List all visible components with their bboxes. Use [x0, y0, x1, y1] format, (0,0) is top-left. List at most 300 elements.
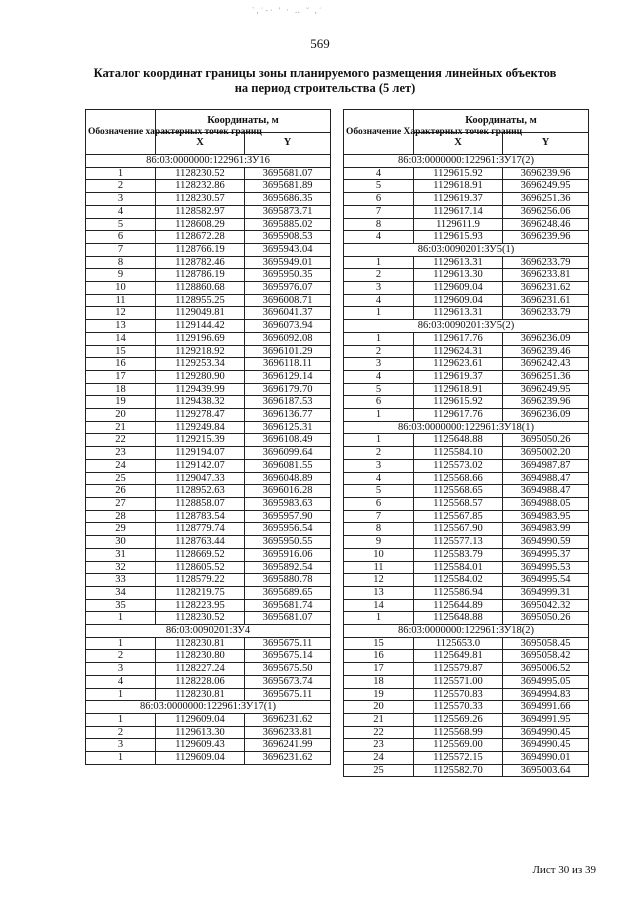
y-coordinate-cell: 3696101.29: [245, 345, 331, 358]
x-coordinate-cell: 1125584.02: [414, 574, 503, 587]
x-coordinate-cell: 1125583.79: [414, 548, 503, 561]
x-coordinate-cell: 1129049.81: [156, 307, 245, 320]
point-number-cell: 1: [86, 637, 156, 650]
point-number-cell: 3: [86, 663, 156, 676]
point-number-cell: 14: [86, 332, 156, 345]
table-row: [344, 447, 589, 460]
point-number-cell: 11: [86, 294, 156, 307]
x-coordinate-cell: 1125584.10: [414, 447, 503, 460]
y-coordinate-cell: 3696249.95: [503, 383, 589, 396]
table-row: [86, 307, 331, 320]
x-coordinate-cell: 1128228.06: [156, 675, 245, 688]
y-coordinate-cell: 3695006.52: [503, 663, 589, 676]
y-coordinate-cell: 3696073.94: [245, 320, 331, 333]
x-coordinate-cell: 1128219.75: [156, 586, 245, 599]
table-row: [86, 536, 331, 549]
y-coordinate-cell: 3696233.81: [503, 269, 589, 282]
y-coordinate-cell: 3695873.71: [245, 205, 331, 218]
y-coordinate-cell: 3696125.31: [245, 421, 331, 434]
point-number-cell: 23: [86, 447, 156, 460]
column-header-x: X: [156, 132, 245, 155]
y-coordinate-cell: 3696231.61: [503, 294, 589, 307]
table-row: [86, 637, 331, 650]
point-number-cell: 32: [86, 561, 156, 574]
y-coordinate-cell: 3696251.36: [503, 193, 589, 206]
x-coordinate-cell: 1128955.25: [156, 294, 245, 307]
point-number-cell: 12: [86, 307, 156, 320]
table-row: [344, 256, 589, 269]
point-number-cell: 16: [86, 358, 156, 371]
table-row: [344, 726, 589, 739]
point-number-cell: 18: [86, 383, 156, 396]
y-coordinate-cell: 3694990.59: [503, 536, 589, 549]
table-body: [344, 155, 589, 777]
x-coordinate-cell: 1125573.02: [414, 459, 503, 472]
table-row: [86, 409, 331, 422]
x-coordinate-cell: 1128579.22: [156, 574, 245, 587]
x-coordinate-cell: 1128232.86: [156, 180, 245, 193]
x-coordinate-cell: 1129609.04: [414, 294, 503, 307]
y-coordinate-cell: 3696187.53: [245, 396, 331, 409]
column-header-point: Обозначение характерных точек границ: [86, 110, 156, 155]
y-coordinate-cell: 3695949.01: [245, 256, 331, 269]
y-coordinate-cell: 3696179.70: [245, 383, 331, 396]
y-coordinate-cell: 3696233.81: [245, 726, 331, 739]
x-coordinate-cell: 1125570.33: [414, 701, 503, 714]
y-coordinate-cell: 3695058.45: [503, 637, 589, 650]
table-row: [86, 447, 331, 460]
x-coordinate-cell: 1125586.94: [414, 586, 503, 599]
table-row: [86, 256, 331, 269]
column-header-y: Y: [503, 132, 589, 155]
y-coordinate-cell: 3695892.54: [245, 561, 331, 574]
x-coordinate-cell: 1129613.31: [414, 256, 503, 269]
point-number-cell: 24: [344, 752, 414, 765]
point-number-cell: 10: [86, 282, 156, 295]
point-number-cell: 26: [86, 485, 156, 498]
y-coordinate-cell: 3696239.96: [503, 396, 589, 409]
point-number-cell: 24: [86, 459, 156, 472]
table-row: [86, 739, 331, 752]
section-cadastral-number: 86:03:0090201:ЗУ5(2): [344, 320, 589, 333]
y-coordinate-cell: 3696239.96: [503, 231, 589, 244]
x-coordinate-cell: 1125569.00: [414, 739, 503, 752]
y-coordinate-cell: 3696008.71: [245, 294, 331, 307]
y-coordinate-cell: 3694988.05: [503, 497, 589, 510]
y-coordinate-cell: 3694990.45: [503, 739, 589, 752]
point-number-cell: 20: [344, 701, 414, 714]
point-number-cell: 4: [86, 205, 156, 218]
x-coordinate-cell: 1125653.0: [414, 637, 503, 650]
section-cadastral-number: 86:03:0000000:122961:ЗУ17(1): [86, 701, 331, 714]
point-number-cell: 2: [344, 269, 414, 282]
point-number-cell: 15: [86, 345, 156, 358]
point-number-cell: 14: [344, 599, 414, 612]
point-number-cell: 9: [344, 536, 414, 549]
y-coordinate-cell: 3696242.43: [503, 358, 589, 371]
column-header-point: Обозначение Характерных точек границ: [344, 110, 414, 155]
x-coordinate-cell: 1128672.28: [156, 231, 245, 244]
section-row: [86, 701, 331, 714]
sheet-number: Лист 30 из 39: [532, 864, 596, 876]
x-coordinate-cell: 1129618.91: [414, 383, 503, 396]
table-row: [344, 472, 589, 485]
y-coordinate-cell: 3696231.62: [245, 713, 331, 726]
x-coordinate-cell: 1125570.83: [414, 688, 503, 701]
point-number-cell: 1: [86, 713, 156, 726]
table-row: [86, 726, 331, 739]
y-coordinate-cell: 3695050.26: [503, 434, 589, 447]
y-coordinate-cell: 3695681.74: [245, 599, 331, 612]
y-coordinate-cell: 3695976.07: [245, 282, 331, 295]
x-coordinate-cell: 1125568.57: [414, 497, 503, 510]
x-coordinate-cell: 1129218.92: [156, 345, 245, 358]
table-row: [344, 497, 589, 510]
point-number-cell: 25: [344, 764, 414, 777]
x-coordinate-cell: 1129253.34: [156, 358, 245, 371]
x-coordinate-cell: 1128223.95: [156, 599, 245, 612]
table-row: [86, 485, 331, 498]
point-number-cell: 1: [86, 612, 156, 625]
point-number-cell: 1: [344, 409, 414, 422]
point-number-cell: 28: [86, 510, 156, 523]
table-row: [86, 561, 331, 574]
table-row: [344, 434, 589, 447]
table-row: [86, 434, 331, 447]
point-number-cell: 6: [344, 193, 414, 206]
table-row: [344, 370, 589, 383]
x-coordinate-cell: 1128783.54: [156, 510, 245, 523]
x-coordinate-cell: 1128227.24: [156, 663, 245, 676]
y-coordinate-cell: 3695943.04: [245, 243, 331, 256]
table-row: [86, 205, 331, 218]
y-coordinate-cell: 3695885.02: [245, 218, 331, 231]
y-coordinate-cell: 3696016.28: [245, 485, 331, 498]
point-number-cell: 6: [344, 396, 414, 409]
point-number-cell: 3: [86, 739, 156, 752]
x-coordinate-cell: 1129249.84: [156, 421, 245, 434]
table-row: [344, 269, 589, 282]
table-row: [86, 523, 331, 536]
point-number-cell: 4: [344, 231, 414, 244]
x-coordinate-cell: 1129047.33: [156, 472, 245, 485]
x-coordinate-cell: 1125568.66: [414, 472, 503, 485]
point-number-cell: 1: [344, 434, 414, 447]
table-row: [86, 345, 331, 358]
point-number-cell: 4: [344, 370, 414, 383]
table-row: [344, 231, 589, 244]
point-number-cell: 5: [86, 218, 156, 231]
x-coordinate-cell: 1128582.97: [156, 205, 245, 218]
x-coordinate-cell: 1129609.04: [414, 282, 503, 295]
x-coordinate-cell: 1125649.81: [414, 650, 503, 663]
x-coordinate-cell: 1125577.13: [414, 536, 503, 549]
x-coordinate-cell: 1125584.01: [414, 561, 503, 574]
table-row: [344, 485, 589, 498]
y-coordinate-cell: 3695050.26: [503, 612, 589, 625]
table-row: [86, 383, 331, 396]
y-coordinate-cell: 3696248.46: [503, 218, 589, 231]
y-coordinate-cell: 3696118.11: [245, 358, 331, 371]
point-number-cell: 8: [86, 256, 156, 269]
x-coordinate-cell: 1129215.39: [156, 434, 245, 447]
point-number-cell: 17: [344, 663, 414, 676]
point-number-cell: 5: [344, 383, 414, 396]
y-coordinate-cell: 3695673.74: [245, 675, 331, 688]
point-number-cell: 15: [344, 637, 414, 650]
point-number-cell: 33: [86, 574, 156, 587]
x-coordinate-cell: 1129617.76: [414, 332, 503, 345]
point-number-cell: 3: [344, 358, 414, 371]
x-coordinate-cell: 1129615.92: [414, 396, 503, 409]
table-row: [344, 180, 589, 193]
point-number-cell: 9: [86, 269, 156, 282]
table-row: [86, 510, 331, 523]
y-coordinate-cell: 3695675.11: [245, 688, 331, 701]
y-coordinate-cell: 3695675.14: [245, 650, 331, 663]
table-row: [86, 752, 331, 765]
point-number-cell: 1: [86, 752, 156, 765]
x-coordinate-cell: 1125582.70: [414, 764, 503, 777]
x-coordinate-cell: 1129609.04: [156, 752, 245, 765]
table-row: [344, 396, 589, 409]
column-header-coordinates: Координаты, м: [156, 110, 331, 133]
y-coordinate-cell: 3696239.96: [503, 167, 589, 180]
y-coordinate-cell: 3694987.87: [503, 459, 589, 472]
table-row: [344, 383, 589, 396]
y-coordinate-cell: 3696236.09: [503, 409, 589, 422]
y-coordinate-cell: 3696233.79: [503, 307, 589, 320]
point-number-cell: 4: [344, 294, 414, 307]
point-number-cell: 2: [86, 726, 156, 739]
section-row: [344, 421, 589, 434]
table-row: [86, 548, 331, 561]
table-row: [86, 574, 331, 587]
point-number-cell: 11: [344, 561, 414, 574]
y-coordinate-cell: 3696251.36: [503, 370, 589, 383]
table-row: [344, 663, 589, 676]
x-coordinate-cell: 1129280.90: [156, 370, 245, 383]
x-coordinate-cell: 1128605.52: [156, 561, 245, 574]
table-body: [86, 155, 331, 765]
table-row: [86, 320, 331, 333]
x-coordinate-cell: 1128860.68: [156, 282, 245, 295]
x-coordinate-cell: 1128230.80: [156, 650, 245, 663]
y-coordinate-cell: 3696099.64: [245, 447, 331, 460]
point-number-cell: 17: [86, 370, 156, 383]
y-coordinate-cell: 3694999.31: [503, 586, 589, 599]
x-coordinate-cell: 1129613.30: [156, 726, 245, 739]
x-coordinate-cell: 1128786.19: [156, 269, 245, 282]
table-row: [86, 180, 331, 193]
y-coordinate-cell: 3694995.37: [503, 548, 589, 561]
x-coordinate-cell: 1125571.00: [414, 675, 503, 688]
section-cadastral-number: 86:03:0000000:122961:ЗУ18(2): [344, 625, 589, 638]
x-coordinate-cell: 1129619.37: [414, 193, 503, 206]
y-coordinate-cell: 3694995.05: [503, 675, 589, 688]
point-number-cell: 29: [86, 523, 156, 536]
table-row: [344, 701, 589, 714]
y-coordinate-cell: 3695908.53: [245, 231, 331, 244]
x-coordinate-cell: 1128669.52: [156, 548, 245, 561]
y-coordinate-cell: 3696249.95: [503, 180, 589, 193]
x-coordinate-cell: 1125568.99: [414, 726, 503, 739]
x-coordinate-cell: 1128779.74: [156, 523, 245, 536]
title-line-2: на период строительства (5 лет): [234, 81, 416, 95]
table-row: [86, 269, 331, 282]
table-row: [86, 459, 331, 472]
y-coordinate-cell: 3695957.90: [245, 510, 331, 523]
section-cadastral-number: 86:03:0090201:ЗУ4: [86, 625, 331, 638]
section-row: [86, 155, 331, 168]
point-number-cell: 31: [86, 548, 156, 561]
point-number-cell: 35: [86, 599, 156, 612]
point-number-cell: 6: [344, 497, 414, 510]
y-coordinate-cell: 3696231.62: [245, 752, 331, 765]
point-number-cell: 7: [344, 205, 414, 218]
x-coordinate-cell: 1125568.65: [414, 485, 503, 498]
x-coordinate-cell: 1129194.07: [156, 447, 245, 460]
section-row: [344, 155, 589, 168]
table-row: [344, 358, 589, 371]
table-row: [86, 370, 331, 383]
x-coordinate-cell: 1129613.31: [414, 307, 503, 320]
table-row: [344, 574, 589, 587]
x-coordinate-cell: 1129615.93: [414, 231, 503, 244]
point-number-cell: 20: [86, 409, 156, 422]
table-row: [344, 675, 589, 688]
y-coordinate-cell: 3696233.79: [503, 256, 589, 269]
table-row: [86, 193, 331, 206]
x-coordinate-cell: 1129619.37: [414, 370, 503, 383]
table-row: [86, 688, 331, 701]
table-row: [344, 586, 589, 599]
point-number-cell: 2: [344, 447, 414, 460]
x-coordinate-cell: 1129615.92: [414, 167, 503, 180]
point-number-cell: 1: [86, 688, 156, 701]
table-row: [344, 688, 589, 701]
table-row: [344, 409, 589, 422]
table-row: [86, 218, 331, 231]
table-row: [344, 307, 589, 320]
x-coordinate-cell: 1125648.88: [414, 612, 503, 625]
column-header-x: X: [414, 132, 503, 155]
y-coordinate-cell: 3696041.37: [245, 307, 331, 320]
table-row: [344, 193, 589, 206]
y-coordinate-cell: 3696092.08: [245, 332, 331, 345]
y-coordinate-cell: 3695686.35: [245, 193, 331, 206]
table-row: [344, 650, 589, 663]
x-coordinate-cell: 1129439.99: [156, 383, 245, 396]
point-number-cell: 3: [344, 282, 414, 295]
point-number-cell: 13: [86, 320, 156, 333]
point-number-cell: 1: [344, 256, 414, 269]
column-header-y: Y: [245, 132, 331, 155]
y-coordinate-cell: 3695950.55: [245, 536, 331, 549]
y-coordinate-cell: 3696081.55: [245, 459, 331, 472]
page-title: [60, 66, 590, 96]
point-number-cell: 19: [86, 396, 156, 409]
table-row: [344, 345, 589, 358]
x-coordinate-cell: 1129617.14: [414, 205, 503, 218]
x-coordinate-cell: 1125567.90: [414, 523, 503, 536]
table-row: [86, 663, 331, 676]
y-coordinate-cell: 3694991.66: [503, 701, 589, 714]
x-coordinate-cell: 1125567.85: [414, 510, 503, 523]
x-coordinate-cell: 1129618.91: [414, 180, 503, 193]
table-row: [344, 612, 589, 625]
y-coordinate-cell: 3695058.42: [503, 650, 589, 663]
section-row: [86, 625, 331, 638]
point-number-cell: 5: [344, 485, 414, 498]
table-row: [86, 612, 331, 625]
point-number-cell: 19: [344, 688, 414, 701]
table-row: [86, 675, 331, 688]
y-coordinate-cell: 3696236.09: [503, 332, 589, 345]
point-number-cell: 2: [86, 650, 156, 663]
x-coordinate-cell: 1128782.46: [156, 256, 245, 269]
x-coordinate-cell: 1128763.44: [156, 536, 245, 549]
table-row: [344, 523, 589, 536]
table-row: [86, 167, 331, 180]
title-line-1: Каталог координат границы зоны планируемого размещения линейных объектов: [93, 66, 557, 80]
point-number-cell: 21: [86, 421, 156, 434]
x-coordinate-cell: 1125569.26: [414, 713, 503, 726]
point-number-cell: 13: [344, 586, 414, 599]
point-number-cell: 7: [344, 510, 414, 523]
y-coordinate-cell: 3694990.45: [503, 726, 589, 739]
table-row: [344, 536, 589, 549]
y-coordinate-cell: 3695681.07: [245, 612, 331, 625]
section-cadastral-number: 86:03:0000000:122961:ЗУ17(2): [344, 155, 589, 168]
table-row: [344, 713, 589, 726]
point-number-cell: 8: [344, 523, 414, 536]
y-coordinate-cell: 3695681.07: [245, 167, 331, 180]
point-number-cell: 5: [344, 180, 414, 193]
x-coordinate-cell: 1129144.42: [156, 320, 245, 333]
x-coordinate-cell: 1125572.15: [414, 752, 503, 765]
y-coordinate-cell: 3695003.64: [503, 764, 589, 777]
x-coordinate-cell: 1128230.52: [156, 612, 245, 625]
x-coordinate-cell: 1129438.32: [156, 396, 245, 409]
point-number-cell: 22: [344, 726, 414, 739]
point-number-cell: 10: [344, 548, 414, 561]
x-coordinate-cell: 1128230.52: [156, 167, 245, 180]
point-number-cell: 25: [86, 472, 156, 485]
y-coordinate-cell: 3695002.20: [503, 447, 589, 460]
y-coordinate-cell: 3695675.11: [245, 637, 331, 650]
y-coordinate-cell: 3696108.49: [245, 434, 331, 447]
x-coordinate-cell: 1128230.81: [156, 688, 245, 701]
point-number-cell: 18: [344, 675, 414, 688]
section-row: [344, 625, 589, 638]
x-coordinate-cell: 1129611.9: [414, 218, 503, 231]
table-row: [86, 472, 331, 485]
section-cadastral-number: 86:03:0000000:122961:ЗУ16: [86, 155, 331, 168]
y-coordinate-cell: 3696256.06: [503, 205, 589, 218]
x-coordinate-cell: 1128230.81: [156, 637, 245, 650]
point-number-cell: 8: [344, 218, 414, 231]
table-row: [86, 586, 331, 599]
x-coordinate-cell: 1128952.63: [156, 485, 245, 498]
table-row: [344, 561, 589, 574]
point-number-cell: 4: [344, 472, 414, 485]
y-coordinate-cell: 3694988.47: [503, 485, 589, 498]
table-row: [86, 358, 331, 371]
table-row: [86, 421, 331, 434]
y-coordinate-cell: 3695950.35: [245, 269, 331, 282]
point-number-cell: 4: [86, 675, 156, 688]
